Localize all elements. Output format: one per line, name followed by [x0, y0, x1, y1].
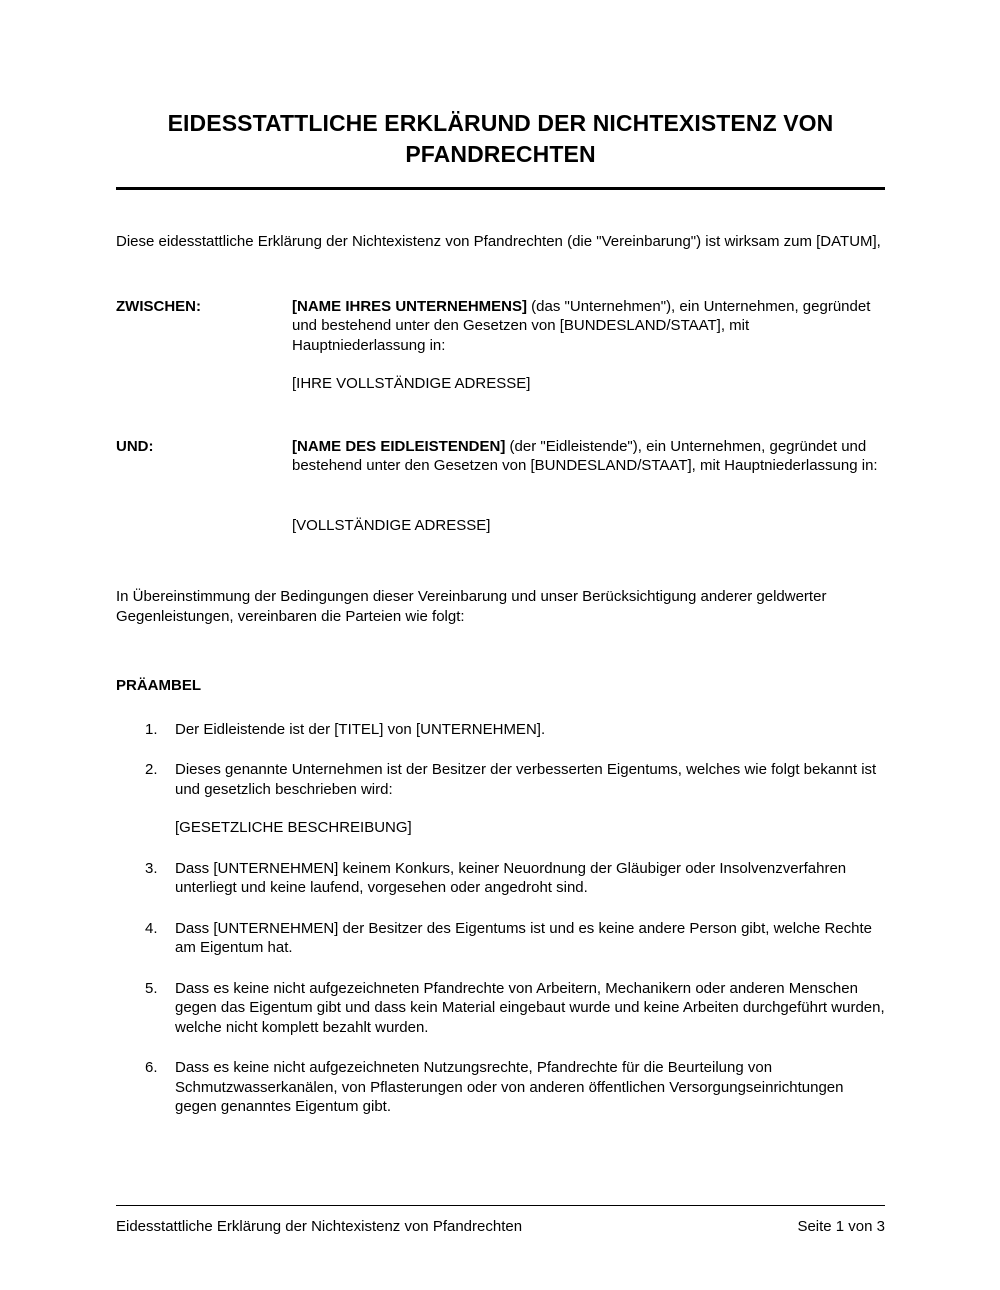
party-label-and: UND:	[116, 437, 154, 455]
clause-text: Der Eidleistende ist der [TITEL] von [UNTERNEHMEN].	[175, 720, 546, 738]
party-description-text-between: (das "Unternehmen"), ein Unternehmen, gegründet und bestehend unter den Gesetzen von [BUNDESLAND/STAAT], mit Hauptniederlassung in:	[292, 297, 871, 354]
clause-text: Dass es keine nicht aufgezeichneten Pfandrechte von Arbeitern, Mechanikern oder anderen Menschen gegen das Eigentum gibt und dass kein Material eingebaut wurde und keine Arbeiten durchgeführt wurden, welche nicht komplett bezahlt wurden.	[175, 979, 885, 1036]
intro-paragraph: Diese eidesstattliche Erklärung der Nichtexistenz von Pfandrechten (die "Vereinbarung") ist wirksam zum [DATUM],	[116, 233, 881, 250]
party-description-text-and: (der "Eidleistende"), ein Unternehmen, gegründet und bestehend unter den Gesetzen von [BUNDESLAND/STAAT], mit Hauptniederlassung in:	[292, 437, 878, 474]
clause-subtext: [GESETZLICHE BESCHREIBUNG]	[175, 819, 412, 836]
party-body-between	[292, 297, 885, 394]
clause-number: 3.	[145, 859, 158, 877]
clause-item	[116, 979, 885, 1038]
clause-text: Dass [UNTERNEHMEN] der Besitzer des Eigentums ist und es keine andere Person gibt, welche Rechte am Eigentum hat.	[175, 919, 872, 956]
party-description-between	[292, 297, 885, 356]
clause-number: 5.	[145, 979, 158, 997]
party-block-and	[116, 437, 885, 536]
clause-item	[116, 859, 885, 898]
party-name-and: [NAME DES EIDLEISTENDEN]	[292, 437, 506, 455]
party-name-between: [NAME IHRES UNTERNEHMENS]	[292, 297, 528, 315]
clause-item	[116, 919, 885, 958]
party-label-between: ZWISCHEN:	[116, 297, 201, 315]
clause-list	[116, 720, 885, 1117]
clause-item	[116, 1058, 885, 1117]
clause-text: Dass [UNTERNEHMEN] keinem Konkurs, keiner Neuordnung der Gläubiger oder Insolvenzverfahren unterliegt und keine laufend, vorgesehen oder angedroht sind.	[175, 859, 847, 896]
clause-number: 2.	[145, 761, 158, 778]
clause-item	[116, 720, 885, 740]
party-block-between	[116, 297, 885, 394]
section-heading-preamble: PRÄAMBEL	[116, 677, 201, 694]
party-body-and	[292, 437, 885, 536]
clause-text: Dieses genannte Unternehmen ist der Besitzer der verbesserten Eigentums, welches wie folgt bekannt ist und gesetzlich beschrieben wird:	[175, 761, 877, 798]
party-description-and	[292, 437, 885, 476]
page-title: EIDESSTATTLICHE ERKLÄRUND DER NICHTEXISTENZ VON PFANDRECHTEN	[167, 110, 834, 167]
clause-text: Dass es keine nicht aufgezeichneten Nutzungsrechte, Pfandrechte für die Beurteilung von Schmutzwasserkanälen, von Pflasterungen oder von anderen öffentlichen Versorgungseinrichtungen gegen genanntes Eigentum gibt.	[175, 1059, 844, 1115]
clause-number: 1.	[145, 720, 158, 738]
party-address-and: [VOLLSTÄNDIGE ADRESSE]	[292, 516, 491, 534]
clause-number: 4.	[145, 919, 158, 937]
clause-number: 6.	[145, 1059, 158, 1076]
footer-page-number: Seite 1 von 3	[797, 1218, 885, 1235]
footer-document-name: Eidesstattliche Erklärung der Nichtexistenz von Pfandrechten	[116, 1218, 523, 1235]
footer-row	[116, 1217, 885, 1236]
title-divider	[116, 187, 885, 190]
document-content	[116, 0, 885, 1117]
page-footer	[116, 1205, 885, 1236]
party-address-between: [IHRE VOLLSTÄNDIGE ADRESSE]	[292, 375, 531, 392]
clause-item	[116, 760, 885, 838]
footer-divider	[116, 1205, 885, 1206]
consideration-paragraph: In Übereinstimmung der Bedingungen dieser Vereinbarung und unser Berücksichtigung anderer geldwerter Gegenleistungen, vereinbaren die Parteien wie folgt:	[116, 588, 827, 625]
